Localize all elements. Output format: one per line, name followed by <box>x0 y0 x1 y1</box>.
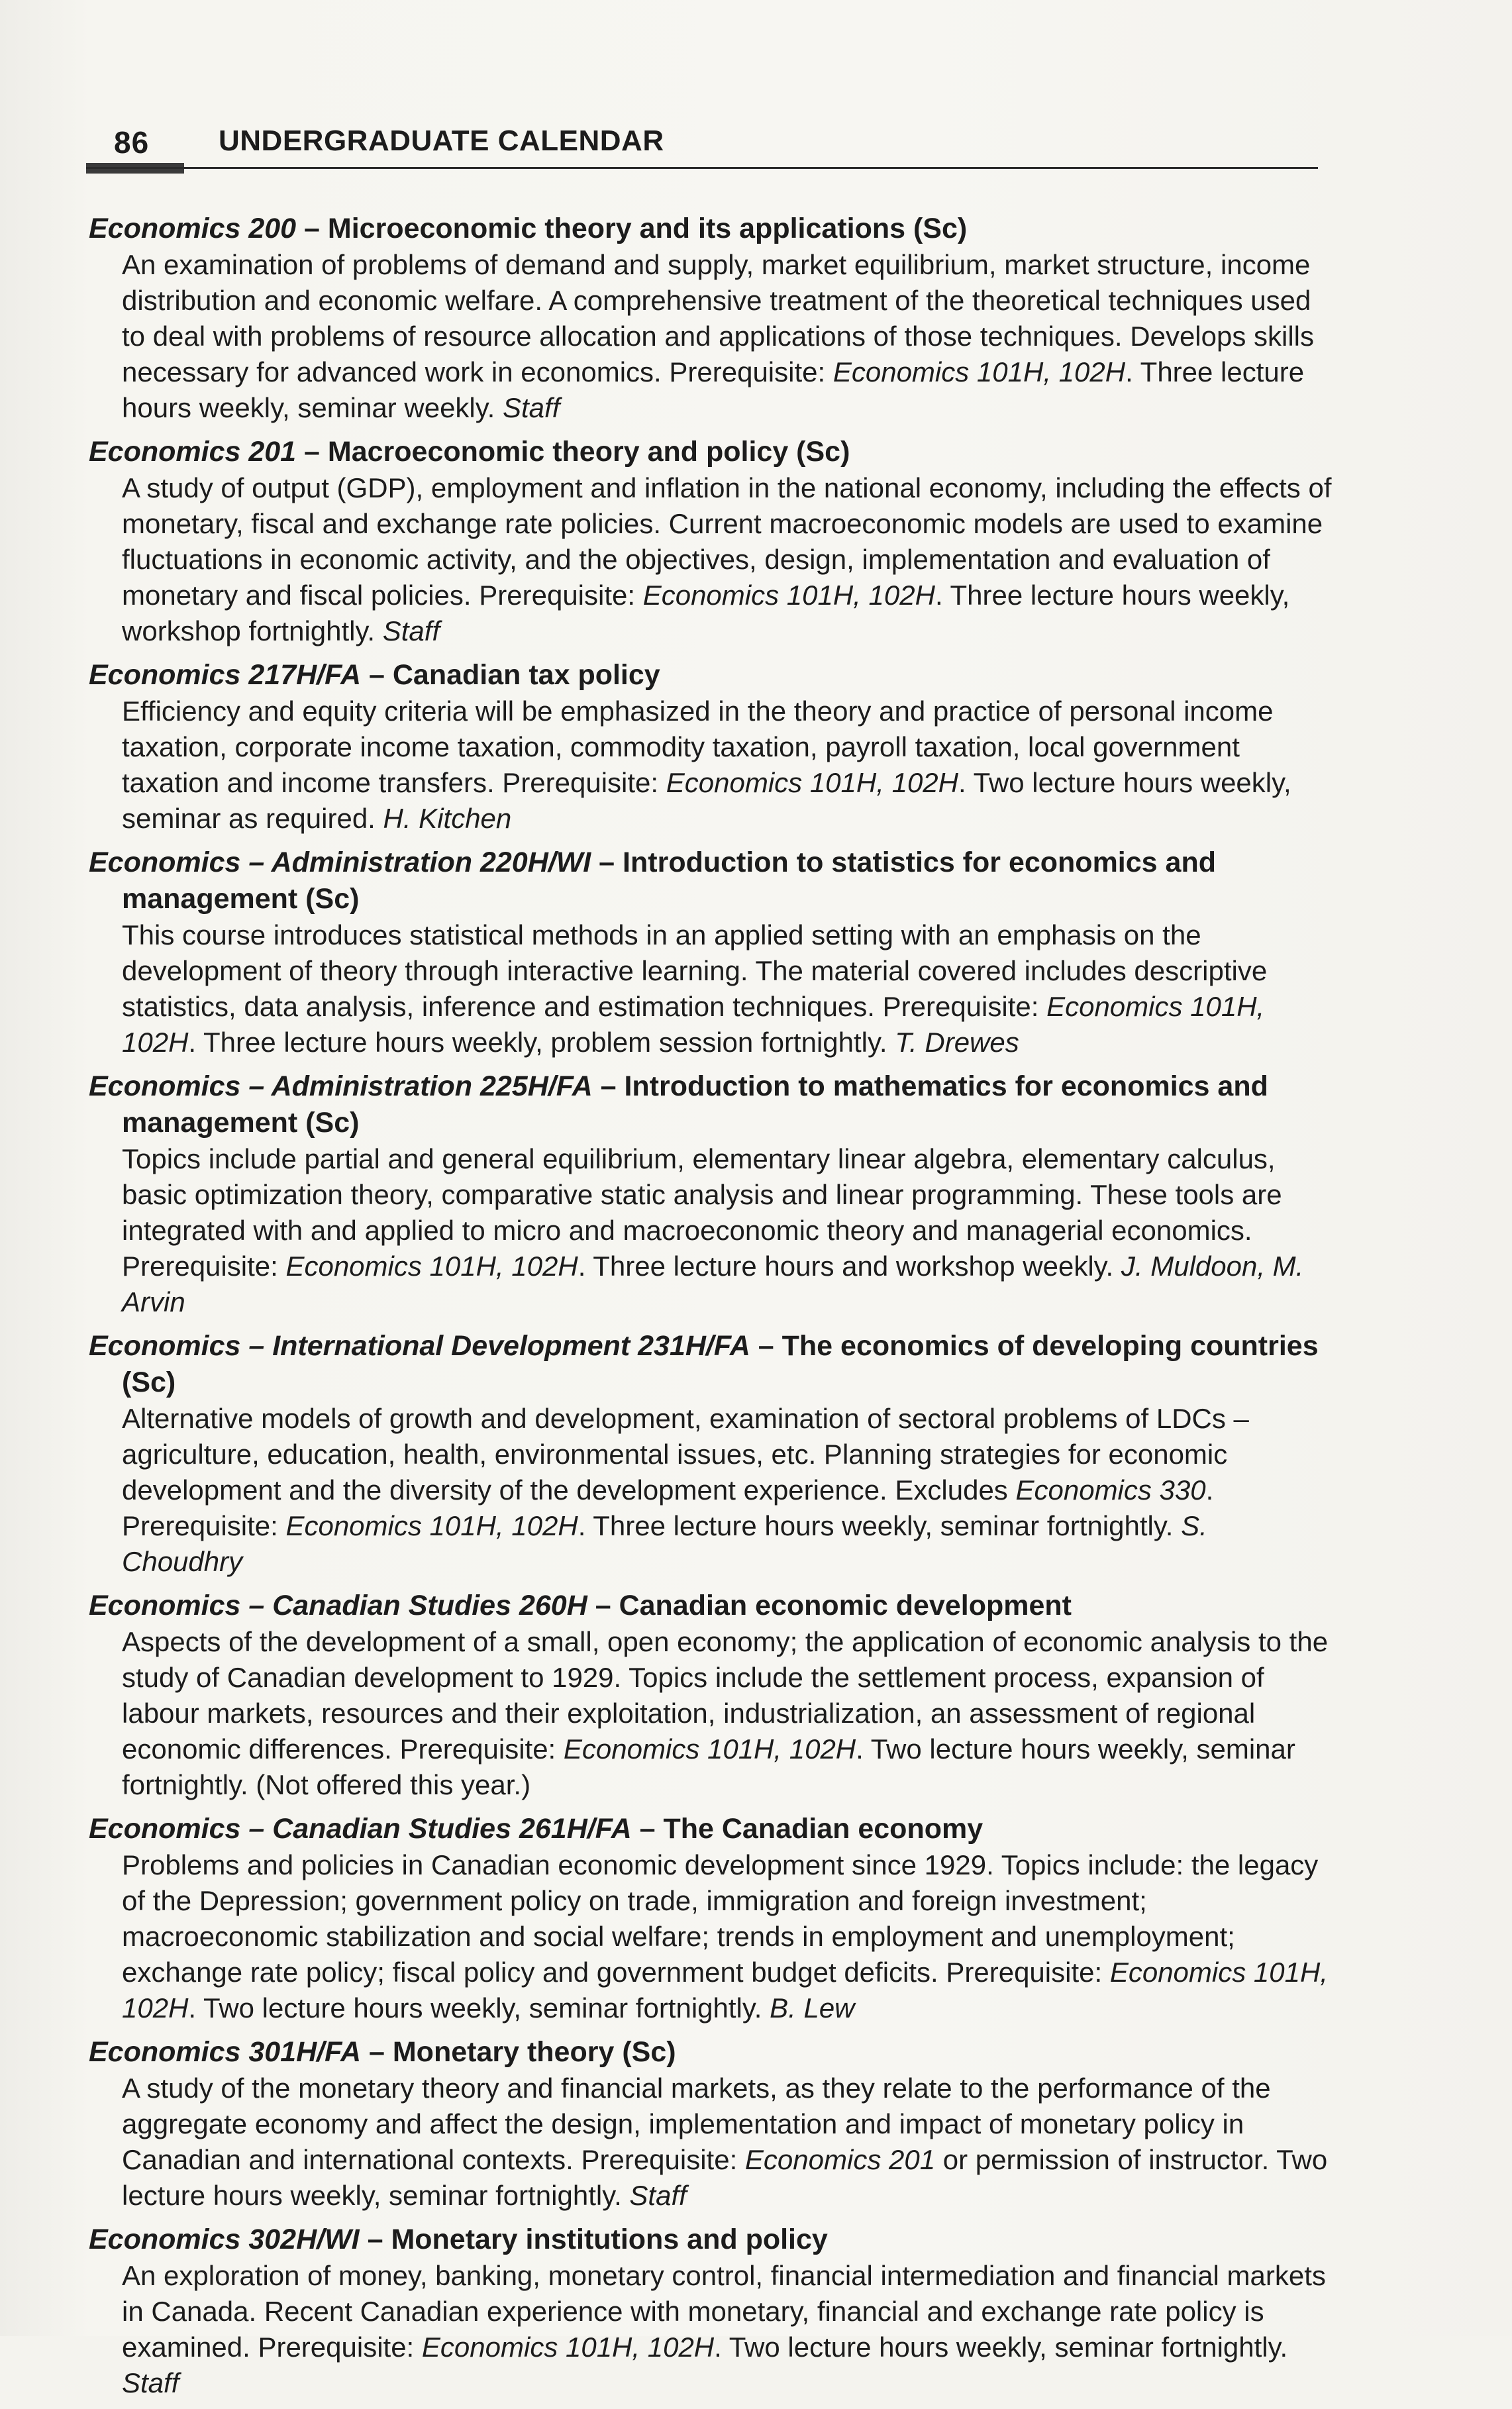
description-text-2: . Prerequisite: <box>122 1474 1214 1541</box>
prerequisite: Economics 201 <box>744 2144 936 2175</box>
instructor: H. Kitchen <box>383 803 512 834</box>
instructor: T. Drewes <box>895 1027 1019 1058</box>
course-code: Economics 201 <box>89 436 297 468</box>
hours-text: . Three lecture hours and workshop weekly. <box>578 1251 1114 1282</box>
course-entry <box>89 845 1334 1060</box>
course-code: Economics 301H/FA <box>89 2036 362 2068</box>
course-entry <box>89 1068 1334 1320</box>
course-description <box>89 1141 1334 1320</box>
course-description <box>89 2258 1334 2401</box>
description-text: Aspects of the development of a small, open economy; the application of economic analysis to the study of Canadian development to 1929. Topics include the settlement process, expansion of labour markets, resources and their exploitation, industrialization, an assessment of regional economic differences. Prerequisite: <box>122 1626 1329 1765</box>
hours-text: . Two lecture hours weekly, seminar fortnightly. (Not offered this year.) <box>122 1733 1295 1800</box>
course-description <box>89 1401 1334 1580</box>
course-title: Economics 200 – Microeconomic theory and its applications (Sc) <box>89 213 968 244</box>
course-name: The Canadian economy <box>663 1813 983 1845</box>
instructor: Staff <box>629 2180 687 2211</box>
course-code: Economics 200 <box>89 213 297 244</box>
hours-text: . Three lecture hours weekly, problem session fortnightly. <box>188 1027 887 1058</box>
instructor: Staff <box>382 615 440 646</box>
prerequisite: Economics 101H, 102H <box>832 356 1126 387</box>
course-name: Introduction to mathematics for economics and management (Sc) <box>122 1070 1268 1139</box>
description-text: This course introduces statistical methods in an applied setting with an emphasis on the development of theory through interactive learning. The material covered includes descriptive statistics, data analysis, inference and estimation techniques. Prerequisite: <box>122 919 1268 1022</box>
course-code: Economics – Administration 225H/FA <box>89 1070 593 1102</box>
course-entry <box>89 434 1334 649</box>
course-entry <box>89 2222 1334 2401</box>
course-title: Economics – Administration 220H/WI – Introduction to statistics for economics and management (Sc) <box>89 846 1216 915</box>
course-name: Canadian tax policy <box>392 659 660 691</box>
course-description <box>89 247 1334 426</box>
prerequisite: Economics 101H, 102H <box>421 2332 715 2363</box>
course-description <box>89 917 1334 1060</box>
course-code: Economics 302H/WI <box>89 2224 360 2255</box>
course-entry <box>89 1811 1334 2026</box>
excludes-course: Economics 330 <box>1015 1474 1206 1506</box>
hours-text: . Two lecture hours weekly, seminar fortnightly. <box>188 1992 762 2024</box>
course-description <box>89 470 1334 649</box>
hours-text: . Three lecture hours weekly, workshop fortnightly. <box>122 580 1290 646</box>
course-title: Economics 302H/WI – Monetary institutions and policy <box>89 2224 828 2255</box>
running-head: UNDERGRADUATE CALENDAR <box>219 125 664 157</box>
course-code: Economics 217H/FA <box>89 659 362 691</box>
course-entry <box>89 2034 1334 2214</box>
hours-text: or permission of instructor. Two lecture hours weekly, seminar fortnightly. <box>122 2144 1328 2211</box>
hours-text: . Three lecture hours weekly, seminar weekly. <box>122 356 1305 423</box>
hours-text: . Three lecture hours weekly, seminar fortnightly. <box>578 1510 1174 1541</box>
course-name: Macroeconomic theory and policy (Sc) <box>327 436 850 468</box>
course-name: Introduction to statistics for economics and management (Sc) <box>122 846 1216 915</box>
instructor: Staff <box>502 392 560 423</box>
description-text: An examination of problems of demand and supply, market equilibrium, market structure, income distribution and economic welfare. A comprehensive treatment of the theoretical techniques used to deal with problems of resource allocation and applications of those techniques. Develops skills necessary for advanced work in economics. Prerequisite: <box>122 249 1315 387</box>
prerequisite: Economics 101H, 102H <box>122 991 1265 1058</box>
header-rule <box>86 167 1318 169</box>
hours-text: . Two lecture hours weekly, seminar fortnightly. <box>714 2332 1288 2363</box>
course-title: Economics – International Development 231H/FA – The economics of developing countries (Sc) <box>89 1330 1319 1398</box>
prerequisite: Economics 101H, 102H <box>285 1251 578 1282</box>
course-list <box>89 211 1334 2409</box>
course-title: Economics 301H/FA – Monetary theory (Sc) <box>89 2036 676 2068</box>
course-code: Economics – Administration 220H/WI <box>89 846 591 878</box>
course-description <box>89 2071 1334 2214</box>
course-title: Economics – Administration 225H/FA – Introduction to mathematics for economics and management (Sc) <box>89 1070 1268 1139</box>
page-header <box>86 117 1318 176</box>
course-name: Monetary theory (Sc) <box>392 2036 676 2068</box>
course-entry <box>89 657 1334 837</box>
course-name: Monetary institutions and policy <box>391 2224 828 2255</box>
instructor: B. Lew <box>770 1992 855 2024</box>
instructor: J. Muldoon, M. Arvin <box>122 1251 1304 1317</box>
course-title: Economics 201 – Macroeconomic theory and policy (Sc) <box>89 436 850 468</box>
course-name: Canadian economic development <box>619 1590 1072 1621</box>
course-title: Economics – Canadian Studies 261H/FA – The Canadian economy <box>89 1813 983 1845</box>
description-text: An exploration of money, banking, monetary control, financial intermediation and financial markets in Canada. Recent Canadian experience with monetary, financial and exchange rate policy is examined. Prerequisite: <box>122 2260 1326 2363</box>
description-text: Efficiency and equity criteria will be emphasized in the theory and practice of personal income taxation, corporate income taxation, commodity taxation, payroll taxation, local government taxation and income transfers. Prerequisite: <box>122 695 1274 798</box>
course-title: Economics – Canadian Studies 260H – Canadian economic development <box>89 1590 1072 1621</box>
prerequisite: Economics 101H, 102H <box>285 1510 578 1541</box>
course-title: Economics 217H/FA – Canadian tax policy <box>89 659 660 691</box>
description-text: Alternative models of growth and development, examination of sectoral problems of LDCs – agriculture, education, health, environmental issues, etc. Planning strategies for economic development and the diversity of the development experience. Excludes <box>122 1403 1249 1506</box>
prerequisite: Economics 101H, 102H <box>666 767 958 798</box>
course-description <box>89 693 1334 837</box>
description-text: A study of the monetary theory and financial markets, as they relate to the performance of the aggregate economy and affect the design, implementation and impact of monetary policy in Canadian and international contexts. Prerequisite: <box>122 2073 1271 2175</box>
course-code: Economics – Canadian Studies 260H <box>89 1590 587 1621</box>
prerequisite: Economics 101H, 102H <box>122 1957 1328 2024</box>
description-text: Problems and policies in Canadian economic development since 1929. Topics include: the legacy of the Depression; government policy on trade, immigration and foreign investment; macroeconomic stabilization and social welfare; trends in employment and unemployment; exchange rate policy; fiscal policy and government budget deficits. Prerequisite: <box>122 1849 1319 1988</box>
prerequisite: Economics 101H, 102H <box>563 1733 856 1765</box>
hours-text: . Two lecture hours weekly, seminar as required. <box>122 767 1291 834</box>
course-code: Economics – International Development 231H/FA <box>89 1330 750 1362</box>
course-code: Economics – Canadian Studies 261H/FA <box>89 1813 632 1845</box>
course-entry <box>89 211 1334 426</box>
course-name: The economics of developing countries (Sc) <box>122 1330 1319 1398</box>
course-name: Microeconomic theory and its applications (Sc) <box>327 213 968 244</box>
page-number: 86 <box>114 125 150 160</box>
prerequisite: Economics 101H, 102H <box>642 580 935 611</box>
course-description <box>89 1624 1334 1803</box>
instructor: S. Choudhry <box>122 1510 1207 1577</box>
course-entry <box>89 1328 1334 1580</box>
description-text: Topics include partial and general equilibrium, elementary linear algebra, elementary calculus, basic optimization theory, comparative static analysis and linear programming. These tools are integrated with and applied to micro and macroeconomic theory and managerial economics. Prerequisite: <box>122 1143 1282 1282</box>
course-entry <box>89 1588 1334 1803</box>
description-text: A study of output (GDP), employment and inflation in the national economy, including the effects of monetary, fiscal and exchange rate policies. Current macroeconomic models are used to examine fluctuations in economic activity, and the objectives, design, implementation and evaluation of monetary and fiscal policies. Prerequisite: <box>122 472 1332 611</box>
instructor: Staff <box>122 2367 179 2398</box>
course-description <box>89 1847 1334 2026</box>
